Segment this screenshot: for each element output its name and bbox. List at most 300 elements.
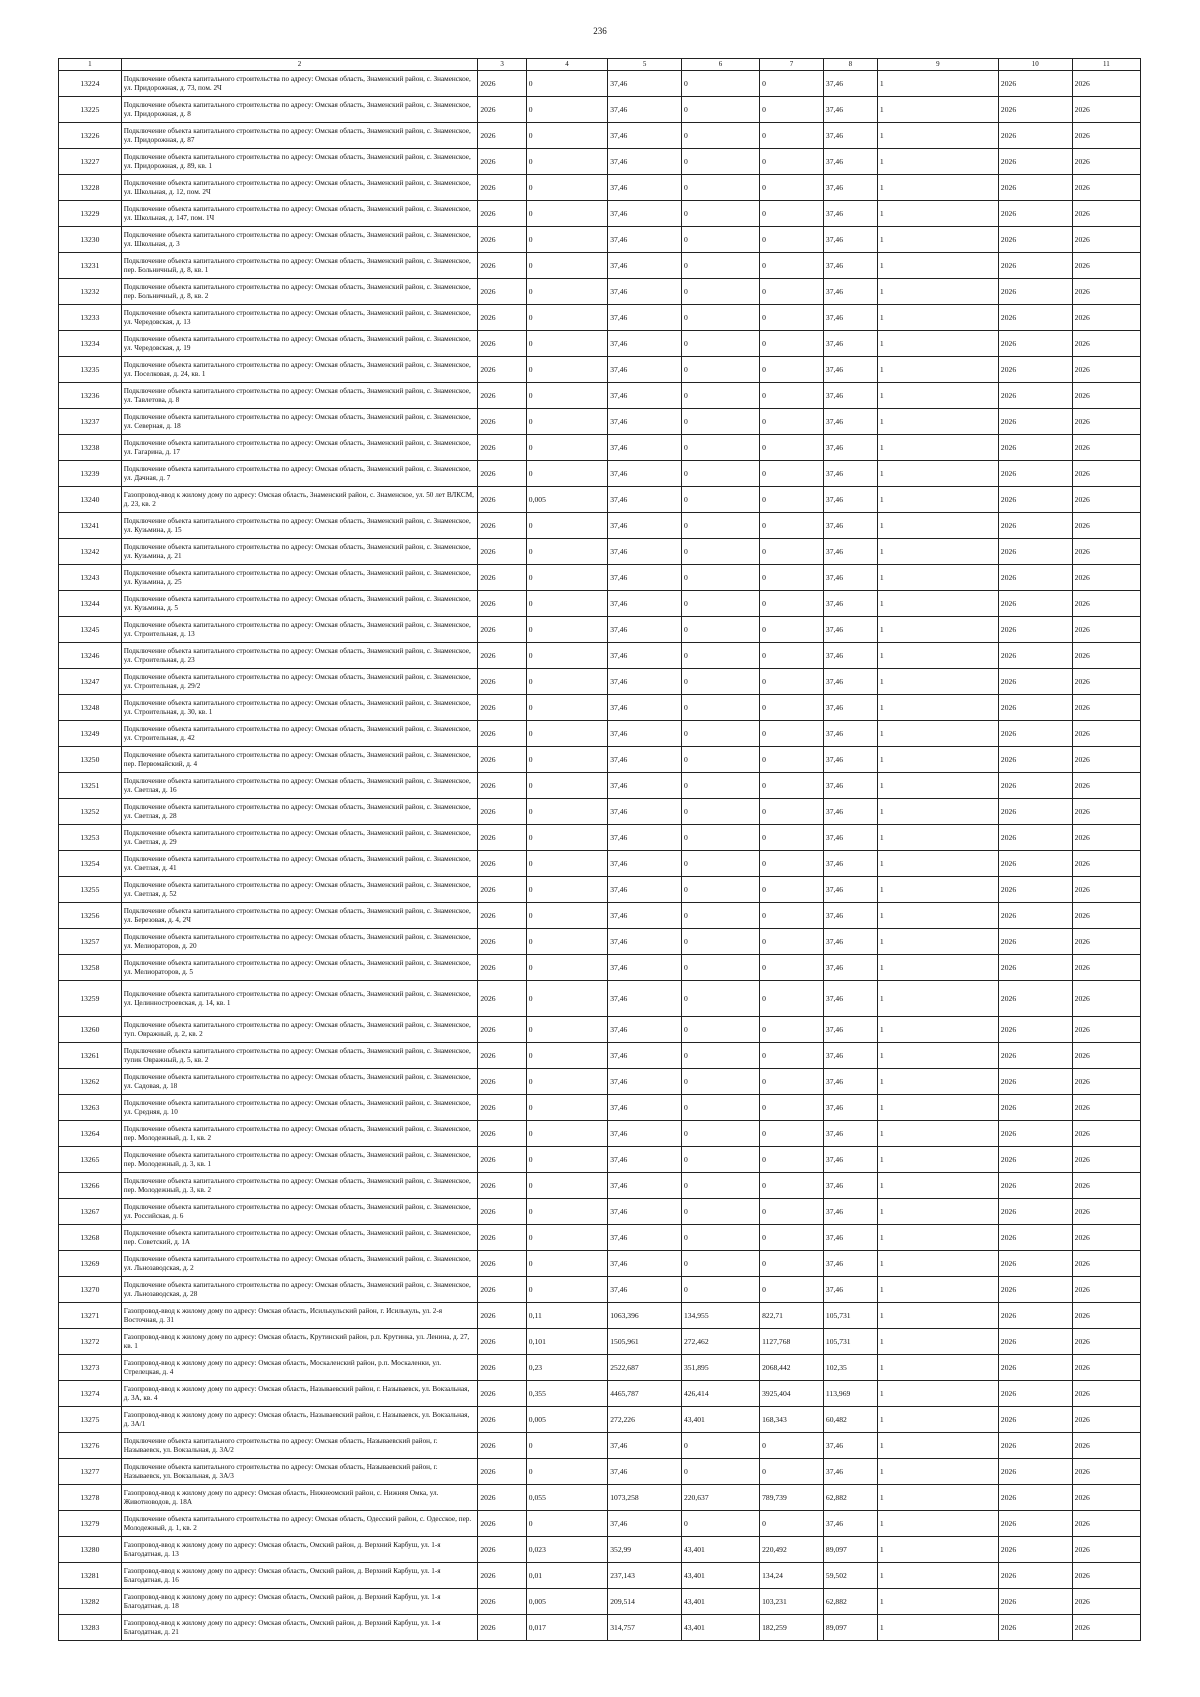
cell-col-5: 37,46 <box>608 513 682 539</box>
cell-col-10: 2026 <box>998 851 1072 877</box>
cell-col-3: 2026 <box>478 825 526 851</box>
table-body <box>59 71 1141 1641</box>
cell-col-5: 37,46 <box>608 409 682 435</box>
cell-col-3: 2026 <box>478 617 526 643</box>
table-row <box>59 1121 1141 1147</box>
cell-col-8: 37,46 <box>823 955 877 981</box>
cell-col-11: 2026 <box>1072 487 1140 513</box>
table-row <box>59 97 1141 123</box>
cell-col-10: 2026 <box>998 1173 1072 1199</box>
cell-col-8: 62,882 <box>823 1589 877 1615</box>
cell-col-10: 2026 <box>998 539 1072 565</box>
cell-col-8: 37,46 <box>823 643 877 669</box>
cell-col-9: 1 <box>877 383 998 409</box>
cell-col-3: 2026 <box>478 1485 526 1511</box>
cell-col-7: 822,71 <box>760 1303 824 1329</box>
cell-col-8: 89,097 <box>823 1537 877 1563</box>
cell-object-name: Газопровод-ввод к жилому дому по адресу: Омская область, Омский район, д. Верхний Карбуш, ул. 1-я Благодатная, д. 21 <box>121 1615 478 1641</box>
cell-col-8: 37,46 <box>823 851 877 877</box>
cell-col-4: 0,017 <box>526 1615 607 1641</box>
table-row <box>59 799 1141 825</box>
cell-col-5: 37,46 <box>608 1173 682 1199</box>
cell-col-3: 2026 <box>478 1381 526 1407</box>
cell-row-number: 13239 <box>59 461 122 487</box>
cell-object-name: Подключение объекта капитального строительства по адресу: Омская область, Знаменский район, с. Знаменское, ул. Гагарина, д. 17 <box>121 435 478 461</box>
cell-col-11: 2026 <box>1072 1407 1140 1433</box>
cell-col-11: 2026 <box>1072 201 1140 227</box>
cell-col-9: 1 <box>877 1407 998 1433</box>
cell-col-3: 2026 <box>478 643 526 669</box>
cell-row-number: 13270 <box>59 1277 122 1303</box>
cell-col-8: 37,46 <box>823 1069 877 1095</box>
cell-col-9: 1 <box>877 851 998 877</box>
table-row <box>59 747 1141 773</box>
cell-col-7: 0 <box>760 1043 824 1069</box>
table-row <box>59 1043 1141 1069</box>
cell-col-11: 2026 <box>1072 1511 1140 1537</box>
cell-col-5: 37,46 <box>608 1225 682 1251</box>
table-row <box>59 565 1141 591</box>
column-header: 6 <box>681 59 759 71</box>
cell-col-11: 2026 <box>1072 97 1140 123</box>
cell-object-name: Подключение объекта капитального строительства по адресу: Омская область, Знаменский район, с. Знаменское, ул. Льнозаводская, д. 2 <box>121 1251 478 1277</box>
cell-col-10: 2026 <box>998 357 1072 383</box>
cell-col-7: 0 <box>760 279 824 305</box>
cell-col-10: 2026 <box>998 643 1072 669</box>
cell-row-number: 13264 <box>59 1121 122 1147</box>
cell-col-11: 2026 <box>1072 825 1140 851</box>
cell-col-6: 0 <box>681 513 759 539</box>
table-row <box>59 305 1141 331</box>
cell-col-8: 37,46 <box>823 409 877 435</box>
cell-col-9: 1 <box>877 1615 998 1641</box>
cell-col-6: 0 <box>681 357 759 383</box>
cell-col-6: 0 <box>681 981 759 1017</box>
cell-col-8: 37,46 <box>823 1277 877 1303</box>
cell-col-7: 3925,404 <box>760 1381 824 1407</box>
cell-col-4: 0 <box>526 565 607 591</box>
cell-object-name: Подключение объекта капитального строительства по адресу: Омская область, Знаменский район, с. Знаменское, пер. Первомайский, д. 4 <box>121 747 478 773</box>
table-row <box>59 1225 1141 1251</box>
cell-col-5: 37,46 <box>608 539 682 565</box>
cell-col-5: 37,46 <box>608 591 682 617</box>
cell-col-8: 37,46 <box>823 981 877 1017</box>
cell-col-8: 37,46 <box>823 903 877 929</box>
cell-col-6: 0 <box>681 877 759 903</box>
cell-object-name: Газопровод-ввод к жилому дому по адресу: Омская область, Омский район, д. Верхний Карбуш, ул. 1-я Благодатная, д. 13 <box>121 1537 478 1563</box>
cell-col-11: 2026 <box>1072 175 1140 201</box>
cell-col-3: 2026 <box>478 279 526 305</box>
cell-object-name: Подключение объекта капитального строительства по адресу: Омская область, Знаменский район, с. Знаменское, ул. Придорожная, д. 8 <box>121 97 478 123</box>
table-row <box>59 1407 1141 1433</box>
cell-object-name: Подключение объекта капитального строительства по адресу: Омская область, Знаменский район, с. Знаменское, ул. Строительная, д. 13 <box>121 617 478 643</box>
cell-col-5: 37,46 <box>608 331 682 357</box>
cell-col-6: 0 <box>681 565 759 591</box>
cell-col-3: 2026 <box>478 903 526 929</box>
cell-col-8: 37,46 <box>823 487 877 513</box>
cell-col-4: 0 <box>526 1277 607 1303</box>
table-row <box>59 513 1141 539</box>
cell-col-9: 1 <box>877 175 998 201</box>
cell-col-11: 2026 <box>1072 435 1140 461</box>
cell-col-7: 0 <box>760 669 824 695</box>
table-row <box>59 877 1141 903</box>
cell-col-9: 1 <box>877 123 998 149</box>
cell-col-9: 1 <box>877 877 998 903</box>
cell-row-number: 13282 <box>59 1589 122 1615</box>
table-row <box>59 175 1141 201</box>
cell-col-6: 351,895 <box>681 1355 759 1381</box>
cell-col-10: 2026 <box>998 825 1072 851</box>
cell-col-3: 2026 <box>478 1303 526 1329</box>
cell-col-5: 37,46 <box>608 747 682 773</box>
cell-row-number: 13245 <box>59 617 122 643</box>
cell-col-9: 1 <box>877 227 998 253</box>
cell-row-number: 13253 <box>59 825 122 851</box>
cell-col-5: 37,46 <box>608 1147 682 1173</box>
cell-row-number: 13241 <box>59 513 122 539</box>
cell-col-3: 2026 <box>478 1173 526 1199</box>
cell-col-7: 0 <box>760 201 824 227</box>
cell-col-9: 1 <box>877 331 998 357</box>
cell-col-9: 1 <box>877 409 998 435</box>
cell-col-7: 0 <box>760 903 824 929</box>
cell-col-3: 2026 <box>478 1121 526 1147</box>
cell-col-7: 2068,442 <box>760 1355 824 1381</box>
cell-row-number: 13262 <box>59 1069 122 1095</box>
cell-col-10: 2026 <box>998 123 1072 149</box>
cell-object-name: Подключение объекта капитального строительства по адресу: Омская область, Знаменский район, с. Знаменское, ул. Придорожная, д. 89, кв. 1 <box>121 149 478 175</box>
cell-col-10: 2026 <box>998 1095 1072 1121</box>
cell-col-7: 0 <box>760 721 824 747</box>
cell-row-number: 13269 <box>59 1251 122 1277</box>
cell-col-5: 37,46 <box>608 1433 682 1459</box>
cell-row-number: 13277 <box>59 1459 122 1485</box>
table-row <box>59 825 1141 851</box>
cell-row-number: 13256 <box>59 903 122 929</box>
cell-col-7: 0 <box>760 1225 824 1251</box>
cell-col-5: 37,46 <box>608 669 682 695</box>
table-row <box>59 1329 1141 1355</box>
cell-col-3: 2026 <box>478 877 526 903</box>
cell-object-name: Газопровод-ввод к жилому дому по адресу: Омская область, Исилькульский район, г. Исилькуль, ул. 2-я Восточная, д. 31 <box>121 1303 478 1329</box>
cell-col-9: 1 <box>877 929 998 955</box>
cell-col-11: 2026 <box>1072 1069 1140 1095</box>
cell-col-10: 2026 <box>998 97 1072 123</box>
cell-col-8: 37,46 <box>823 695 877 721</box>
cell-col-7: 789,739 <box>760 1485 824 1511</box>
cell-col-8: 37,46 <box>823 747 877 773</box>
cell-col-7: 0 <box>760 435 824 461</box>
table-row <box>59 1277 1141 1303</box>
table-row <box>59 721 1141 747</box>
cell-col-10: 2026 <box>998 1485 1072 1511</box>
cell-object-name: Подключение объекта капитального строительства по адресу: Омская область, Знаменский район, с. Знаменское, тупик Овражный, д. 5, кв. 2 <box>121 1043 478 1069</box>
cell-col-4: 0 <box>526 1511 607 1537</box>
cell-object-name: Подключение объекта капитального строительства по адресу: Омская область, Знаменский район, с. Знаменское, ул. Светлая, д. 52 <box>121 877 478 903</box>
cell-col-9: 1 <box>877 565 998 591</box>
cell-col-11: 2026 <box>1072 71 1140 97</box>
cell-col-8: 37,46 <box>823 1251 877 1277</box>
table-row <box>59 903 1141 929</box>
cell-col-6: 0 <box>681 1459 759 1485</box>
cell-col-6: 43,401 <box>681 1537 759 1563</box>
cell-col-6: 43,401 <box>681 1615 759 1641</box>
cell-row-number: 13280 <box>59 1537 122 1563</box>
cell-col-11: 2026 <box>1072 643 1140 669</box>
cell-col-10: 2026 <box>998 981 1072 1017</box>
cell-col-7: 0 <box>760 1433 824 1459</box>
cell-col-4: 0 <box>526 747 607 773</box>
cell-col-11: 2026 <box>1072 981 1140 1017</box>
cell-col-6: 0 <box>681 747 759 773</box>
cell-col-6: 0 <box>681 929 759 955</box>
cell-col-5: 37,46 <box>608 253 682 279</box>
cell-col-5: 37,46 <box>608 435 682 461</box>
cell-col-8: 37,46 <box>823 1199 877 1225</box>
cell-object-name: Подключение объекта капитального строительства по адресу: Омская область, Знаменский район, с. Знаменское, ул. Дачная, д. 7 <box>121 461 478 487</box>
cell-object-name: Газопровод-ввод к жилому дому по адресу: Омская область, Называевский район, г. Называевск, ул. Вокзальная, д. 3А, кв. 4 <box>121 1381 478 1407</box>
column-header: 9 <box>877 59 998 71</box>
cell-col-4: 0 <box>526 149 607 175</box>
cell-col-3: 2026 <box>478 1615 526 1641</box>
cell-col-10: 2026 <box>998 331 1072 357</box>
cell-col-4: 0 <box>526 331 607 357</box>
cell-col-5: 37,46 <box>608 1251 682 1277</box>
cell-col-9: 1 <box>877 955 998 981</box>
table-row <box>59 1147 1141 1173</box>
cell-col-5: 352,99 <box>608 1537 682 1563</box>
cell-col-4: 0 <box>526 773 607 799</box>
cell-col-3: 2026 <box>478 1251 526 1277</box>
cell-object-name: Подключение объекта капитального строительства по адресу: Омская область, Знаменский район, с. Знаменское, ул. Кузьмина, д. 25 <box>121 565 478 591</box>
cell-col-8: 37,46 <box>823 149 877 175</box>
cell-object-name: Подключение объекта капитального строительства по адресу: Омская область, Знаменский район, с. Знаменское, ул. Средняя, д. 10 <box>121 1095 478 1121</box>
cell-col-10: 2026 <box>998 461 1072 487</box>
table-row <box>59 357 1141 383</box>
cell-col-11: 2026 <box>1072 357 1140 383</box>
cell-col-10: 2026 <box>998 409 1072 435</box>
cell-col-3: 2026 <box>478 331 526 357</box>
cell-col-6: 0 <box>681 903 759 929</box>
cell-col-10: 2026 <box>998 513 1072 539</box>
cell-col-7: 0 <box>760 1095 824 1121</box>
cell-col-8: 37,46 <box>823 1433 877 1459</box>
cell-col-10: 2026 <box>998 695 1072 721</box>
cell-col-9: 1 <box>877 1043 998 1069</box>
cell-row-number: 13260 <box>59 1017 122 1043</box>
cell-col-5: 37,46 <box>608 981 682 1017</box>
cell-col-8: 37,46 <box>823 357 877 383</box>
cell-col-11: 2026 <box>1072 149 1140 175</box>
table-row <box>59 253 1141 279</box>
cell-col-8: 37,46 <box>823 71 877 97</box>
cell-row-number: 13274 <box>59 1381 122 1407</box>
cell-col-6: 0 <box>681 1147 759 1173</box>
cell-col-11: 2026 <box>1072 409 1140 435</box>
cell-row-number: 13240 <box>59 487 122 513</box>
table-row <box>59 1355 1141 1381</box>
cell-col-8: 37,46 <box>823 305 877 331</box>
cell-col-10: 2026 <box>998 1121 1072 1147</box>
cell-col-10: 2026 <box>998 669 1072 695</box>
cell-col-7: 0 <box>760 175 824 201</box>
cell-row-number: 13273 <box>59 1355 122 1381</box>
cell-object-name: Подключение объекта капитального строительства по адресу: Омская область, Знаменский район, с. Знаменское, ул. Березовая, д. 4, 2Ч <box>121 903 478 929</box>
cell-col-7: 0 <box>760 1277 824 1303</box>
cell-col-8: 37,46 <box>823 1043 877 1069</box>
cell-col-3: 2026 <box>478 227 526 253</box>
table-row <box>59 955 1141 981</box>
cell-col-5: 37,46 <box>608 929 682 955</box>
cell-col-6: 0 <box>681 1277 759 1303</box>
cell-col-4: 0 <box>526 617 607 643</box>
cell-col-3: 2026 <box>478 357 526 383</box>
cell-row-number: 13254 <box>59 851 122 877</box>
cell-col-3: 2026 <box>478 487 526 513</box>
cell-object-name: Подключение объекта капитального строительства по адресу: Омская область, Знаменский район, с. Знаменское, ул. Кузьмина, д. 21 <box>121 539 478 565</box>
cell-row-number: 13276 <box>59 1433 122 1459</box>
cell-col-9: 1 <box>877 1303 998 1329</box>
cell-col-8: 37,46 <box>823 1225 877 1251</box>
cell-col-10: 2026 <box>998 565 1072 591</box>
cell-row-number: 13272 <box>59 1329 122 1355</box>
table-row <box>59 591 1141 617</box>
cell-col-9: 1 <box>877 825 998 851</box>
cell-col-9: 1 <box>877 1537 998 1563</box>
cell-col-4: 0 <box>526 643 607 669</box>
cell-col-4: 0 <box>526 175 607 201</box>
table-row <box>59 435 1141 461</box>
cell-object-name: Подключение объекта капитального строительства по адресу: Омская область, Знаменский район, с. Знаменское, ул. Чередовская, д. 13 <box>121 305 478 331</box>
cell-col-11: 2026 <box>1072 539 1140 565</box>
cell-row-number: 13265 <box>59 1147 122 1173</box>
column-header: 1 <box>59 59 122 71</box>
cell-object-name: Подключение объекта капитального строительства по адресу: Омская область, Знаменский район, с. Знаменское, ул. Строительная, д. 42 <box>121 721 478 747</box>
table-row <box>59 487 1141 513</box>
table-row <box>59 1537 1141 1563</box>
cell-col-5: 2522,687 <box>608 1355 682 1381</box>
cell-object-name: Подключение объекта капитального строительства по адресу: Омская область, Знаменский район, с. Знаменское, ул. Тавлетова, д. 8 <box>121 383 478 409</box>
cell-col-6: 0 <box>681 1225 759 1251</box>
cell-col-10: 2026 <box>998 877 1072 903</box>
cell-col-6: 0 <box>681 539 759 565</box>
table-row <box>59 539 1141 565</box>
cell-col-4: 0 <box>526 1459 607 1485</box>
cell-row-number: 13232 <box>59 279 122 305</box>
table-row <box>59 1095 1141 1121</box>
cell-col-4: 0 <box>526 799 607 825</box>
cell-col-3: 2026 <box>478 1225 526 1251</box>
cell-col-6: 220,637 <box>681 1485 759 1511</box>
cell-col-4: 0,005 <box>526 487 607 513</box>
cell-col-5: 237,143 <box>608 1563 682 1589</box>
cell-col-11: 2026 <box>1072 799 1140 825</box>
table-row <box>59 1173 1141 1199</box>
cell-col-9: 1 <box>877 1277 998 1303</box>
column-header: 3 <box>478 59 526 71</box>
cell-col-7: 0 <box>760 487 824 513</box>
cell-col-10: 2026 <box>998 1147 1072 1173</box>
cell-col-4: 0 <box>526 383 607 409</box>
cell-col-4: 0 <box>526 721 607 747</box>
table-row <box>59 1069 1141 1095</box>
cell-col-11: 2026 <box>1072 1225 1140 1251</box>
cell-col-10: 2026 <box>998 1225 1072 1251</box>
cell-col-10: 2026 <box>998 773 1072 799</box>
cell-row-number: 13226 <box>59 123 122 149</box>
cell-col-9: 1 <box>877 981 998 1017</box>
cell-object-name: Подключение объекта капитального строительства по адресу: Омская область, Знаменский район, с. Знаменское, ул. Школьная, д. 3 <box>121 227 478 253</box>
cell-col-8: 37,46 <box>823 825 877 851</box>
table-row <box>59 409 1141 435</box>
table-row <box>59 1563 1141 1589</box>
cell-row-number: 13224 <box>59 71 122 97</box>
cell-col-7: 0 <box>760 617 824 643</box>
cell-col-10: 2026 <box>998 1381 1072 1407</box>
cell-col-5: 37,46 <box>608 877 682 903</box>
cell-row-number: 13233 <box>59 305 122 331</box>
cell-col-10: 2026 <box>998 1615 1072 1641</box>
cell-col-9: 1 <box>877 1173 998 1199</box>
cell-col-8: 37,46 <box>823 669 877 695</box>
cell-col-5: 37,46 <box>608 149 682 175</box>
cell-col-11: 2026 <box>1072 227 1140 253</box>
cell-col-5: 37,46 <box>608 175 682 201</box>
cell-col-11: 2026 <box>1072 1563 1140 1589</box>
cell-col-7: 168,343 <box>760 1407 824 1433</box>
cell-col-3: 2026 <box>478 721 526 747</box>
cell-col-7: 0 <box>760 643 824 669</box>
cell-col-9: 1 <box>877 513 998 539</box>
cell-col-11: 2026 <box>1072 1173 1140 1199</box>
cell-row-number: 13267 <box>59 1199 122 1225</box>
cell-col-7: 0 <box>760 409 824 435</box>
table-row <box>59 1511 1141 1537</box>
cell-object-name: Газопровод-ввод к жилому дому по адресу: Омская область, Нижнеомский район, с. Нижняя Омка, ул. Животноводов, д. 18А <box>121 1485 478 1511</box>
cell-col-4: 0 <box>526 851 607 877</box>
cell-col-6: 0 <box>681 1069 759 1095</box>
table-row <box>59 1199 1141 1225</box>
cell-col-6: 0 <box>681 409 759 435</box>
cell-col-10: 2026 <box>998 1251 1072 1277</box>
cell-object-name: Подключение объекта капитального строительства по адресу: Омская область, Знаменский район, с. Знаменское, ул. Школьная, д. 147, пом. 1Ч <box>121 201 478 227</box>
table-row <box>59 149 1141 175</box>
cell-col-4: 0 <box>526 201 607 227</box>
cell-col-3: 2026 <box>478 513 526 539</box>
cell-col-3: 2026 <box>478 851 526 877</box>
cell-col-9: 1 <box>877 1381 998 1407</box>
cell-col-3: 2026 <box>478 201 526 227</box>
cell-col-10: 2026 <box>998 1017 1072 1043</box>
cell-col-5: 37,46 <box>608 71 682 97</box>
cell-col-6: 0 <box>681 123 759 149</box>
cell-col-11: 2026 <box>1072 461 1140 487</box>
cell-object-name: Подключение объекта капитального строительства по адресу: Омская область, Знаменский район, с. Знаменское, ул. Светлая, д. 28 <box>121 799 478 825</box>
cell-col-11: 2026 <box>1072 1017 1140 1043</box>
cell-col-3: 2026 <box>478 305 526 331</box>
cell-col-5: 37,46 <box>608 695 682 721</box>
cell-col-8: 60,482 <box>823 1407 877 1433</box>
cell-col-3: 2026 <box>478 1563 526 1589</box>
cell-col-11: 2026 <box>1072 1043 1140 1069</box>
cell-col-4: 0 <box>526 877 607 903</box>
cell-row-number: 13246 <box>59 643 122 669</box>
cell-col-8: 37,46 <box>823 617 877 643</box>
cell-col-9: 1 <box>877 1017 998 1043</box>
cell-col-6: 0 <box>681 1017 759 1043</box>
cell-col-3: 2026 <box>478 929 526 955</box>
